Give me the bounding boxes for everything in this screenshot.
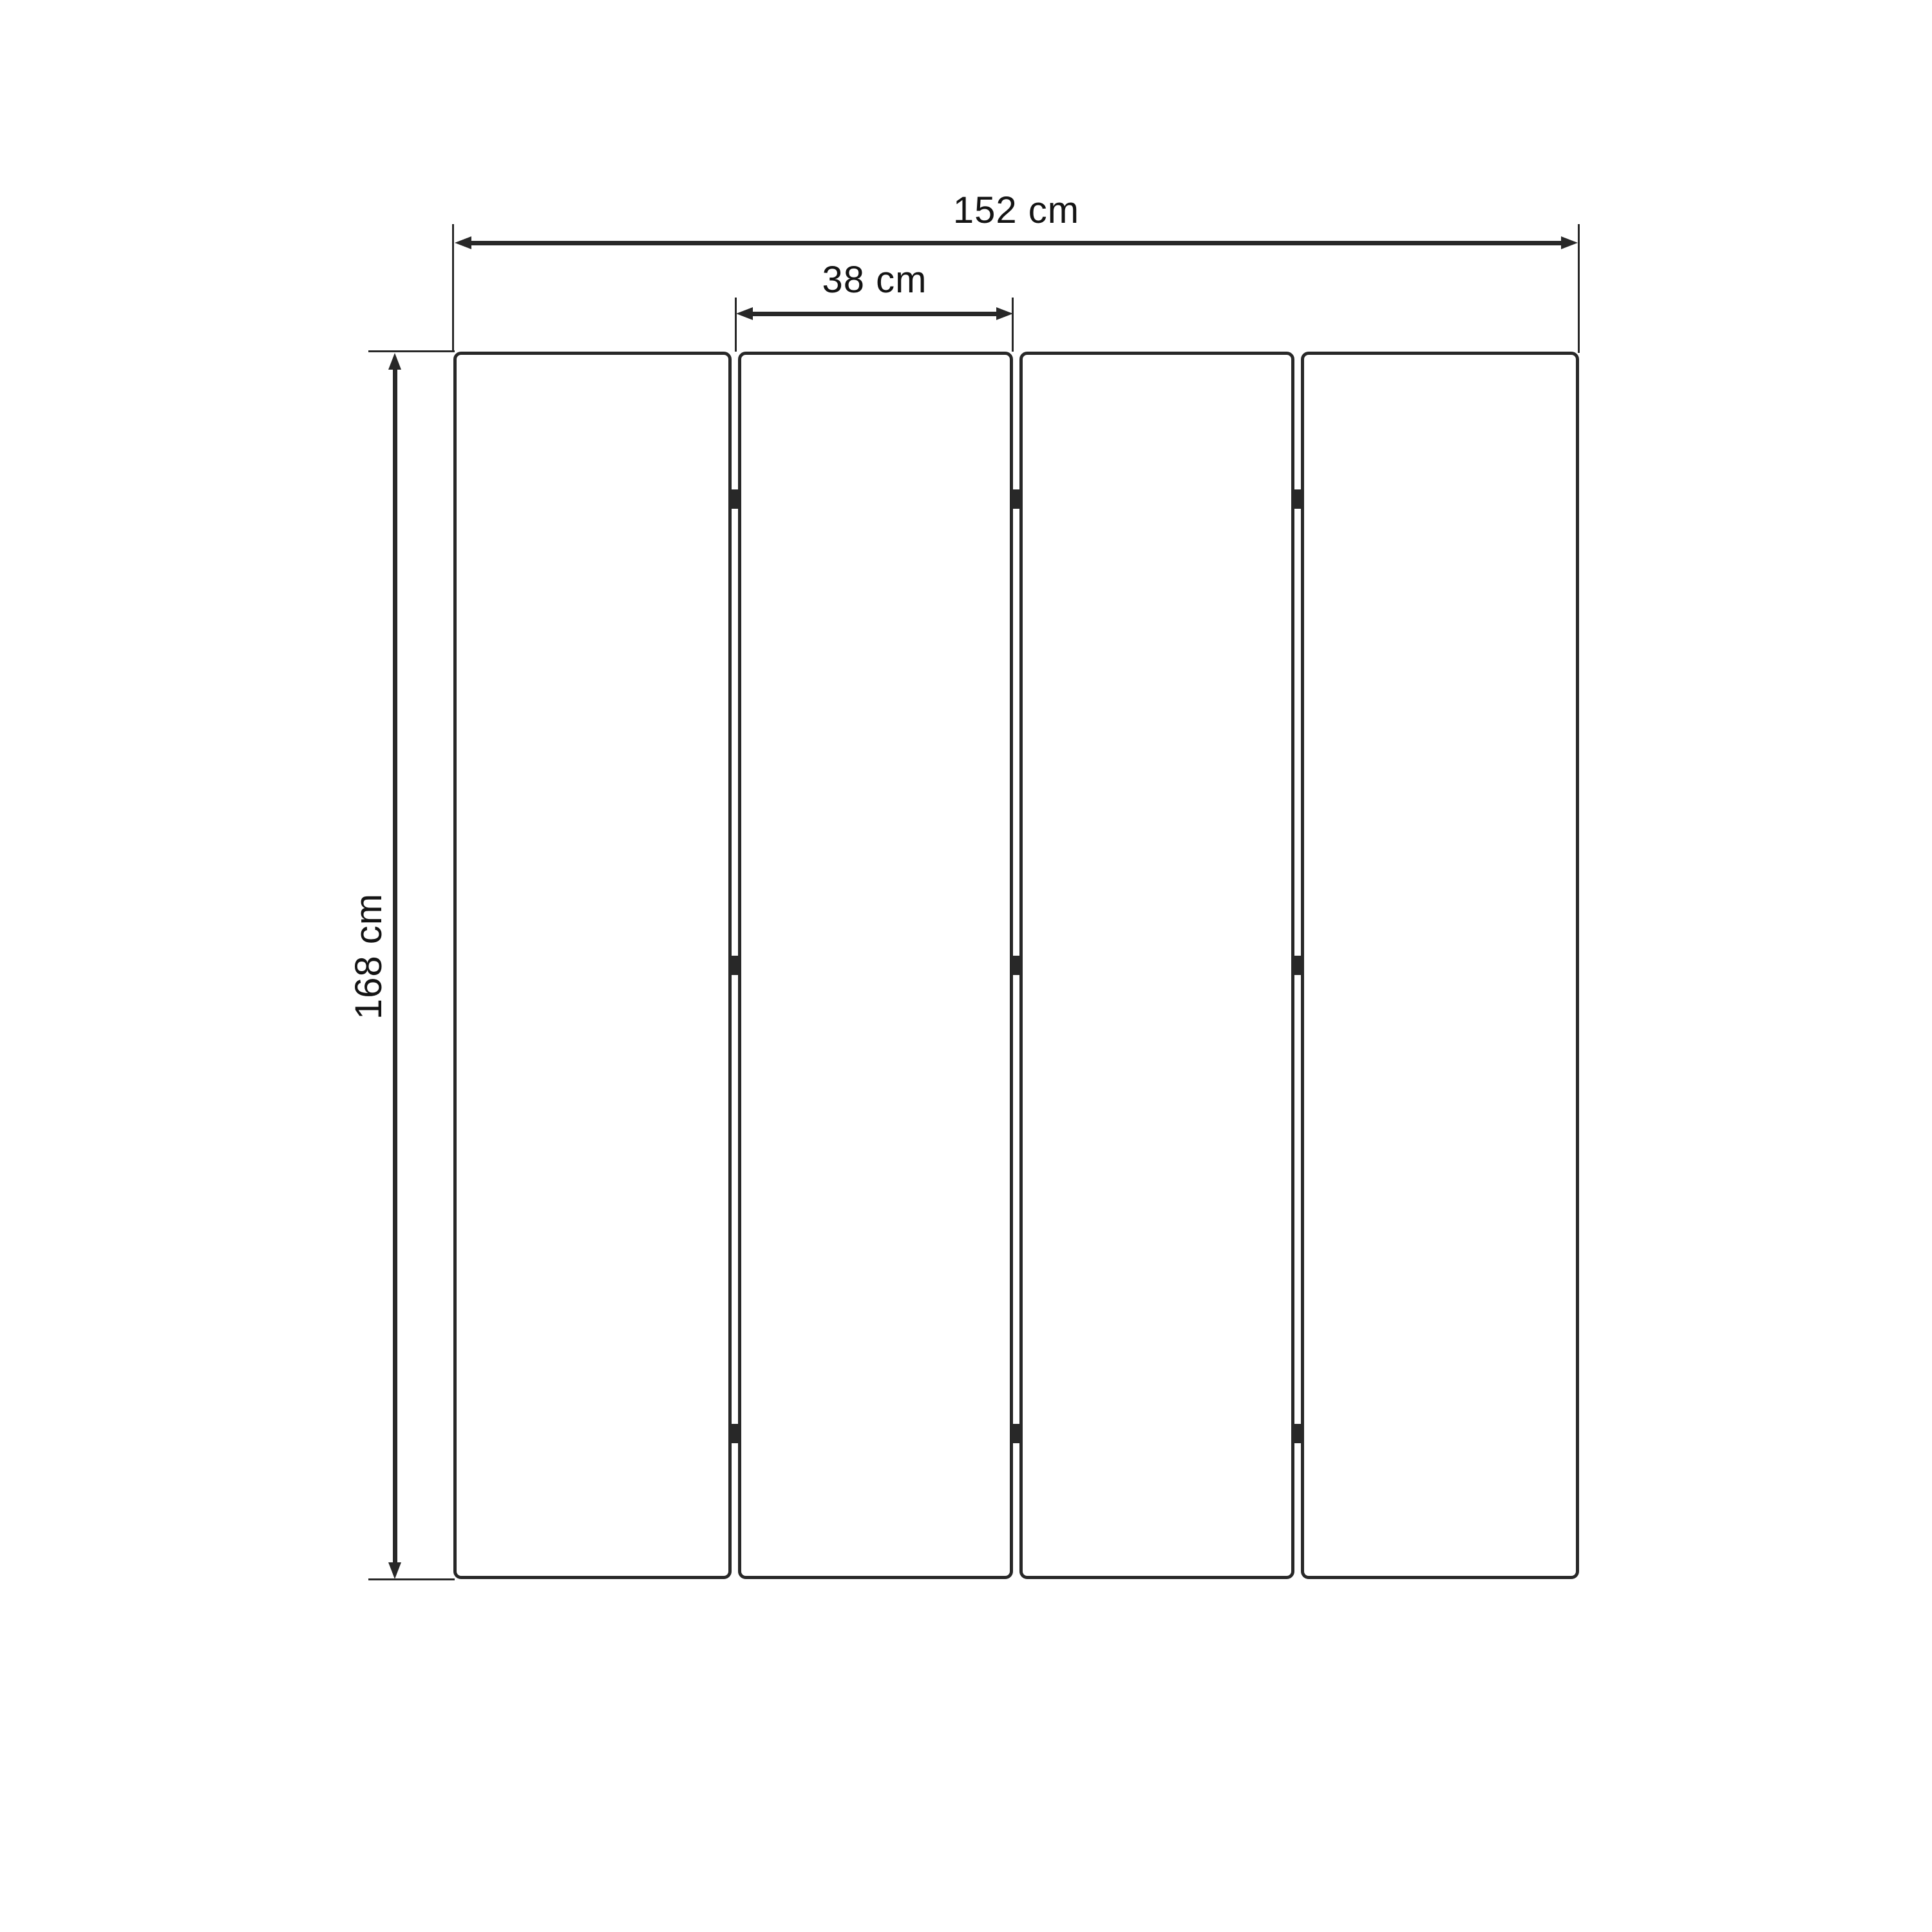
dim-panel-line xyxy=(753,312,998,316)
panel-3 xyxy=(1019,352,1294,1579)
arrowhead-down-icon xyxy=(388,1562,401,1579)
hinge-icon xyxy=(1293,956,1302,975)
panel-2 xyxy=(738,352,1013,1579)
hinge-icon xyxy=(1293,489,1302,509)
hinge-icon xyxy=(730,1424,739,1443)
arrowhead-right-icon xyxy=(1561,236,1578,249)
hinge-icon xyxy=(1293,1424,1302,1443)
hinge-icon xyxy=(730,489,739,509)
dim-panel-extension-right xyxy=(1012,298,1014,352)
dim-panel-extension-left xyxy=(735,298,737,352)
hinge-icon xyxy=(1011,956,1021,975)
dim-width-extension-left xyxy=(452,224,454,352)
panel-1 xyxy=(453,352,732,1579)
total-width-label: 152 cm xyxy=(952,189,1080,231)
hinge-icon xyxy=(1011,489,1021,509)
panel-width-label: 38 cm xyxy=(822,259,927,301)
arrowhead-up-icon xyxy=(388,353,401,370)
dim-height-extension-bottom xyxy=(368,1578,455,1580)
arrowhead-right-icon xyxy=(996,307,1013,320)
height-label-text: 168 cm xyxy=(348,893,390,1020)
dim-width-line xyxy=(469,241,1561,245)
panel-4 xyxy=(1301,352,1579,1579)
arrowhead-left-icon xyxy=(736,307,753,320)
dim-width-extension-right xyxy=(1578,224,1580,353)
hinge-icon xyxy=(730,956,739,975)
dim-height-extension-top xyxy=(368,350,455,352)
hinge-icon xyxy=(1011,1424,1021,1443)
arrowhead-left-icon xyxy=(455,236,471,249)
dim-height-line xyxy=(393,367,397,1565)
